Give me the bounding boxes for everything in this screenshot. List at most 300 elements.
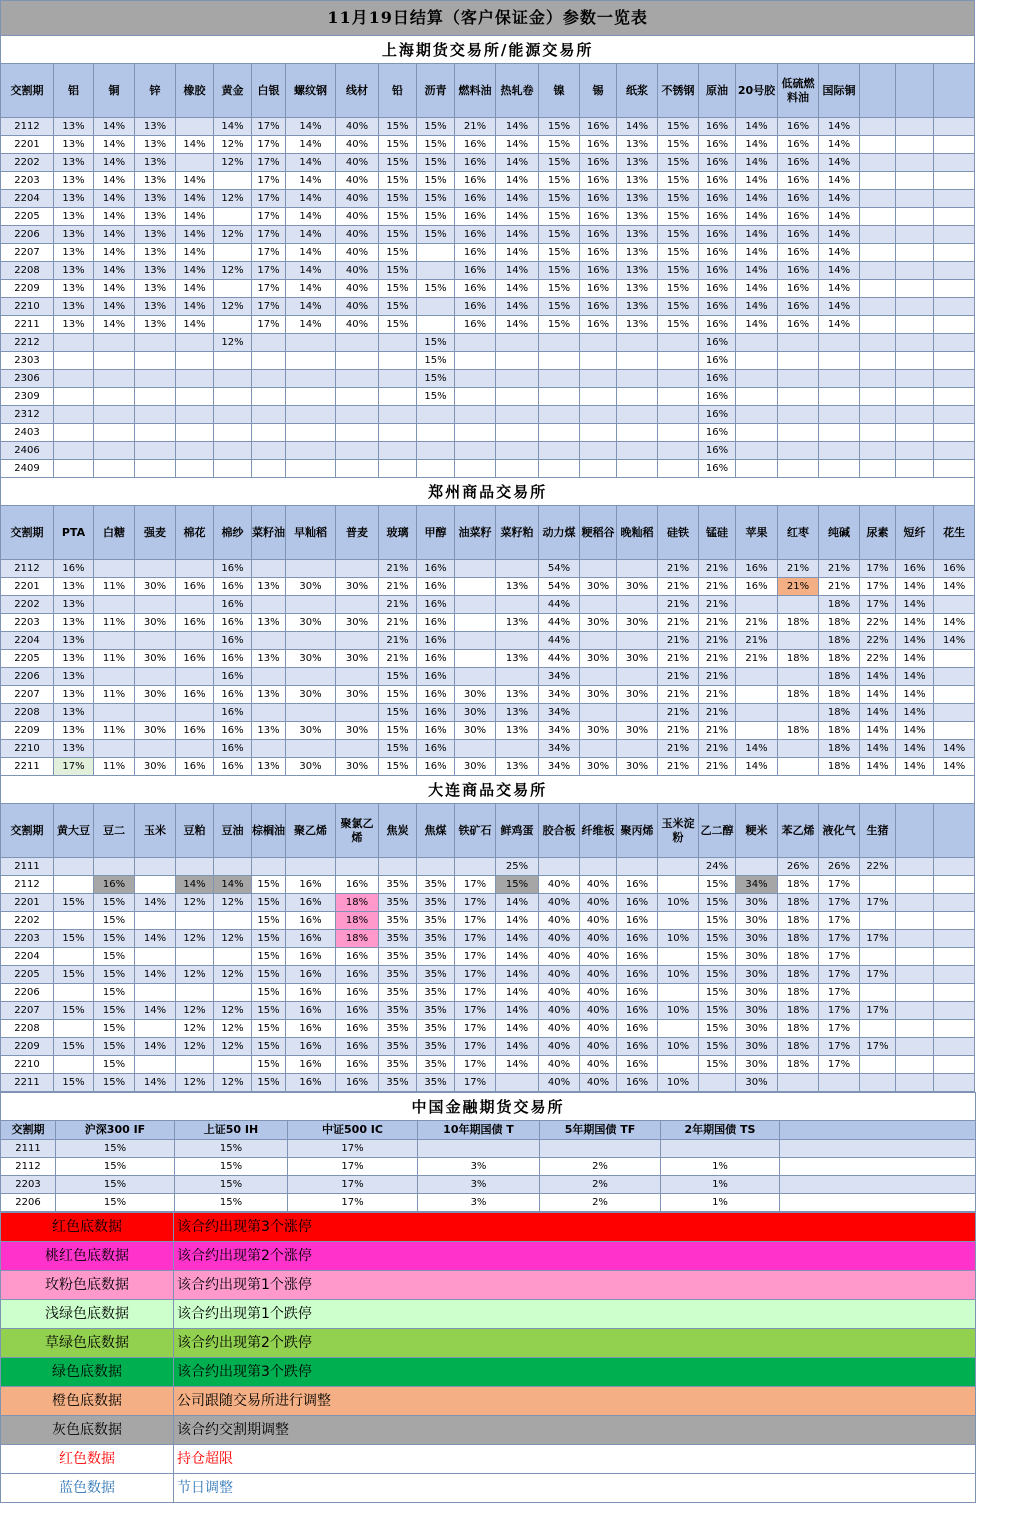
margin-cell: 40%: [580, 1056, 617, 1074]
margin-cell: 15%: [539, 154, 580, 172]
column-header: 白糖: [94, 506, 135, 560]
margin-cell: [286, 424, 336, 442]
margin-cell: 17%: [819, 894, 860, 912]
margin-cell: [379, 442, 417, 460]
legend-row: [1, 1445, 976, 1474]
margin-cell: 18%: [778, 966, 819, 984]
margin-cell: 14%: [736, 262, 778, 280]
margin-cell: [896, 154, 934, 172]
margin-cell: 16%: [778, 172, 819, 190]
margin-cell: 14%: [736, 118, 778, 136]
column-header: 豆粕: [176, 804, 214, 858]
margin-cell: 14%: [819, 280, 860, 298]
margin-cell: 14%: [176, 172, 214, 190]
margin-cell: 13%: [135, 244, 176, 262]
margin-cell: 17%: [819, 984, 860, 1002]
margin-cell: 1%: [661, 1194, 780, 1212]
margin-cell: [94, 352, 135, 370]
margin-cell: [135, 596, 176, 614]
margin-cell: 17%: [455, 948, 496, 966]
column-header: [934, 64, 975, 118]
delivery-period-cell: 2207: [1, 686, 54, 704]
margin-cell: 18%: [819, 650, 860, 668]
delivery-period-cell: 2209: [1, 722, 54, 740]
delivery-period-cell: 2203: [1, 172, 54, 190]
margin-cell: 40%: [539, 912, 580, 930]
table-row: [1, 154, 975, 172]
margin-cell: 17%: [819, 1038, 860, 1056]
margin-cell: 13%: [54, 244, 94, 262]
table-row: [1, 758, 975, 776]
margin-cell: [580, 370, 617, 388]
margin-cell: 16%: [176, 722, 214, 740]
margin-cell: 11%: [94, 578, 135, 596]
margin-cell: 16%: [778, 226, 819, 244]
margin-cell: [336, 388, 379, 406]
table-row: [1, 388, 975, 406]
legend-label: 灰色底数据: [1, 1416, 174, 1445]
margin-cell: 16%: [580, 298, 617, 316]
margin-cell: [455, 650, 496, 668]
column-header: 镍: [539, 64, 580, 118]
legend-row: [1, 1329, 976, 1358]
margin-cell: 15%: [699, 948, 736, 966]
margin-cell: 17%: [860, 894, 896, 912]
margin-cell: [176, 406, 214, 424]
delivery-period-cell: 2205: [1, 650, 54, 668]
margin-cell: [934, 686, 975, 704]
margin-cell: 15%: [379, 668, 417, 686]
margin-cell: [135, 370, 176, 388]
margin-cell: [94, 442, 135, 460]
margin-cell: 13%: [617, 262, 658, 280]
margin-cell: 16%: [580, 172, 617, 190]
margin-cell: 18%: [778, 984, 819, 1002]
margin-cell: [860, 1020, 896, 1038]
margin-cell: 14%: [860, 686, 896, 704]
margin-cell: 14%: [896, 686, 934, 704]
legend-description: 该合约出现第3个涨停: [174, 1213, 976, 1242]
margin-cell: [736, 596, 778, 614]
margin-cell: 14%: [819, 154, 860, 172]
delivery-period-cell: 2203: [1, 614, 54, 632]
table-row: [1, 1176, 976, 1194]
margin-cell: 15%: [699, 1056, 736, 1074]
margin-cell: 11%: [94, 614, 135, 632]
table-row: [1, 118, 975, 136]
margin-cell: 15%: [252, 1002, 286, 1020]
margin-cell: [934, 1020, 975, 1038]
table-row: [1, 740, 975, 758]
margin-cell: 16%: [617, 1056, 658, 1074]
legend-label: 红色数据: [1, 1445, 174, 1474]
margin-cell: 21%: [379, 596, 417, 614]
margin-cell: [778, 1074, 819, 1092]
margin-cell: 14%: [94, 190, 135, 208]
margin-cell: 40%: [539, 948, 580, 966]
margin-cell: 12%: [214, 136, 252, 154]
margin-cell: 14%: [176, 136, 214, 154]
margin-cell: [617, 560, 658, 578]
margin-cell: 14%: [176, 190, 214, 208]
margin-cell: 34%: [539, 686, 580, 704]
column-header: 燃料油: [455, 64, 496, 118]
margin-cell: 17%: [252, 226, 286, 244]
margin-cell: 13%: [617, 208, 658, 226]
margin-cell: 35%: [417, 966, 455, 984]
margin-cell: 14%: [496, 1002, 539, 1020]
margin-cell: 10%: [658, 1074, 699, 1092]
delivery-period-cell: 2206: [1, 668, 54, 686]
margin-cell: 18%: [336, 912, 379, 930]
margin-cell: [286, 406, 336, 424]
margin-cell: 16%: [455, 316, 496, 334]
margin-cell: 17%: [252, 118, 286, 136]
margin-cell: 16%: [417, 596, 455, 614]
margin-cell: [896, 1056, 934, 1074]
margin-cell: 35%: [417, 1074, 455, 1092]
margin-cell: 15%: [379, 280, 417, 298]
margin-cell: 15%: [56, 1158, 175, 1176]
margin-cell: [539, 334, 580, 352]
margin-cell: 14%: [94, 226, 135, 244]
margin-cell: 15%: [699, 1038, 736, 1056]
margin-cell: 15%: [539, 244, 580, 262]
margin-cell: [896, 406, 934, 424]
margin-cell: 16%: [617, 948, 658, 966]
margin-cell: [736, 388, 778, 406]
column-header: 2年期国债 TS: [661, 1121, 780, 1140]
margin-cell: [580, 460, 617, 478]
delivery-period-cell: 2409: [1, 460, 54, 478]
table-row: [1, 858, 975, 876]
margin-cell: [658, 858, 699, 876]
margin-cell: 16%: [736, 560, 778, 578]
margin-cell: 35%: [379, 1074, 417, 1092]
margin-cell: 21%: [699, 722, 736, 740]
margin-cell: [617, 460, 658, 478]
margin-cell: [896, 460, 934, 478]
margin-cell: 13%: [54, 686, 94, 704]
margin-cell: [214, 424, 252, 442]
margin-cell: 14%: [896, 650, 934, 668]
margin-cell: [135, 668, 176, 686]
margin-cell: 13%: [135, 262, 176, 280]
legend-description: 持仓超限: [174, 1445, 976, 1474]
margin-cell: [135, 460, 176, 478]
margin-cell: 12%: [214, 226, 252, 244]
margin-cell: 16%: [336, 1020, 379, 1038]
margin-cell: [336, 370, 379, 388]
margin-cell: 15%: [417, 136, 455, 154]
margin-cell: 14%: [736, 226, 778, 244]
margin-cell: [819, 370, 860, 388]
legend-row: [1, 1213, 976, 1242]
margin-cell: 18%: [778, 912, 819, 930]
margin-cell: [934, 948, 975, 966]
margin-cell: 14%: [860, 722, 896, 740]
table-row: [1, 280, 975, 298]
table-row: [1, 704, 975, 722]
margin-cell: 16%: [699, 352, 736, 370]
delivery-period-cell: 2111: [1, 858, 54, 876]
margin-cell: 22%: [860, 614, 896, 632]
margin-cell: [94, 740, 135, 758]
margin-cell: 14%: [736, 154, 778, 172]
column-header: 苹果: [736, 506, 778, 560]
margin-cell: 16%: [176, 614, 214, 632]
margin-cell: 16%: [286, 894, 336, 912]
column-header: [934, 804, 975, 858]
table-row: [1, 136, 975, 154]
margin-cell: [54, 1056, 94, 1074]
margin-cell: [54, 424, 94, 442]
margin-cell: [860, 280, 896, 298]
margin-cell: 14%: [896, 578, 934, 596]
margin-cell: 18%: [778, 1038, 819, 1056]
margin-cell: [135, 858, 176, 876]
margin-cell: [455, 858, 496, 876]
margin-cell: 35%: [379, 966, 417, 984]
table-row: [1, 1020, 975, 1038]
margin-cell: [778, 334, 819, 352]
margin-cell: 14%: [934, 740, 975, 758]
margin-cell: [580, 740, 617, 758]
margin-cell: [252, 442, 286, 460]
margin-cell: 15%: [54, 1038, 94, 1056]
column-header: 螺纹钢: [286, 64, 336, 118]
delivery-period-cell: 2208: [1, 262, 54, 280]
margin-cell: 16%: [214, 758, 252, 776]
margin-cell: 13%: [252, 686, 286, 704]
margin-cell: 17%: [455, 912, 496, 930]
margin-cell: 17%: [288, 1140, 418, 1158]
margin-cell: 22%: [860, 650, 896, 668]
margin-cell: [896, 370, 934, 388]
margin-cell: 35%: [417, 876, 455, 894]
margin-cell: [736, 442, 778, 460]
margin-cell: [336, 596, 379, 614]
margin-cell: [778, 370, 819, 388]
margin-cell: 14%: [94, 244, 135, 262]
margin-cell: 13%: [496, 614, 539, 632]
margin-cell: 30%: [736, 912, 778, 930]
legend-row: [1, 1242, 976, 1271]
table-row: [1, 298, 975, 316]
table-row: [1, 226, 975, 244]
margin-cell: [94, 632, 135, 650]
margin-cell: [455, 614, 496, 632]
margin-cell: [214, 172, 252, 190]
margin-cell: [54, 406, 94, 424]
delivery-period-cell: 2210: [1, 740, 54, 758]
margin-cell: 12%: [176, 894, 214, 912]
margin-cell: 13%: [54, 280, 94, 298]
margin-cell: [860, 406, 896, 424]
margin-cell: [539, 424, 580, 442]
margin-cell: [896, 442, 934, 460]
margin-cell: [617, 858, 658, 876]
margin-cell: 18%: [819, 614, 860, 632]
margin-cell: 16%: [455, 262, 496, 280]
margin-cell: 17%: [860, 596, 896, 614]
delivery-period-cell: 2209: [1, 280, 54, 298]
margin-cell: [176, 388, 214, 406]
margin-cell: [54, 984, 94, 1002]
margin-cell: [496, 406, 539, 424]
legend-description: 该合约出现第2个涨停: [174, 1242, 976, 1271]
margin-cell: [658, 370, 699, 388]
margin-cell: 16%: [214, 686, 252, 704]
margin-cell: [176, 596, 214, 614]
margin-cell: 16%: [699, 370, 736, 388]
margin-cell: [778, 758, 819, 776]
margin-cell: [778, 596, 819, 614]
margin-cell: 14%: [736, 172, 778, 190]
margin-cell: 16%: [617, 876, 658, 894]
margin-cell: 15%: [94, 948, 135, 966]
margin-cell: 13%: [617, 298, 658, 316]
margin-cell: 40%: [539, 984, 580, 1002]
margin-cell: [135, 388, 176, 406]
margin-cell: 12%: [214, 1002, 252, 1020]
margin-cell: 18%: [778, 948, 819, 966]
delivery-period-cell: 2203: [1, 1176, 56, 1194]
margin-cell: [736, 352, 778, 370]
margin-cell: 14%: [286, 118, 336, 136]
margin-cell: 16%: [699, 244, 736, 262]
margin-cell: [94, 370, 135, 388]
margin-cell: [379, 858, 417, 876]
margin-cell: 21%: [658, 632, 699, 650]
margin-cell: [819, 334, 860, 352]
column-header: 聚乙烯: [286, 804, 336, 858]
margin-cell: 15%: [54, 1002, 94, 1020]
margin-cell: 16%: [580, 190, 617, 208]
margin-cell: 15%: [417, 370, 455, 388]
margin-cell: 15%: [54, 1074, 94, 1092]
margin-cell: [736, 460, 778, 478]
margin-cell: 15%: [56, 1194, 175, 1212]
margin-cell: [780, 1194, 976, 1212]
margin-cell: 12%: [176, 930, 214, 948]
margin-cell: 15%: [56, 1140, 175, 1158]
margin-cell: [860, 136, 896, 154]
margin-cell: 15%: [252, 912, 286, 930]
margin-cell: 14%: [736, 740, 778, 758]
margin-cell: 17%: [455, 894, 496, 912]
margin-cell: 13%: [252, 578, 286, 596]
margin-cell: [176, 912, 214, 930]
margin-cell: [934, 316, 975, 334]
margin-cell: 13%: [135, 190, 176, 208]
margin-cell: [661, 1140, 780, 1158]
margin-cell: 14%: [496, 894, 539, 912]
margin-cell: [580, 560, 617, 578]
margin-cell: [252, 460, 286, 478]
margin-cell: 15%: [417, 388, 455, 406]
legend-row: [1, 1358, 976, 1387]
margin-cell: 15%: [539, 280, 580, 298]
margin-cell: 16%: [699, 424, 736, 442]
margin-cell: 17%: [860, 1002, 896, 1020]
column-header: 花生: [934, 506, 975, 560]
margin-cell: [94, 460, 135, 478]
legend-label: 红色底数据: [1, 1213, 174, 1242]
legend-description: 节日调整: [174, 1474, 976, 1503]
column-header: 晚籼稻: [617, 506, 658, 560]
margin-cell: 21%: [736, 650, 778, 668]
column-header: 棉纱: [214, 506, 252, 560]
margin-cell: 21%: [699, 596, 736, 614]
margin-cell: [252, 388, 286, 406]
margin-cell: [455, 388, 496, 406]
margin-cell: 40%: [539, 894, 580, 912]
margin-cell: 13%: [54, 316, 94, 334]
margin-cell: 18%: [819, 740, 860, 758]
margin-cell: 15%: [658, 190, 699, 208]
margin-cell: 14%: [819, 136, 860, 154]
margin-cell: 21%: [658, 596, 699, 614]
table-row: [1, 172, 975, 190]
margin-cell: 16%: [778, 298, 819, 316]
legend-label: 绿色底数据: [1, 1358, 174, 1387]
margin-cell: 1%: [661, 1158, 780, 1176]
section-header-row: [1, 804, 975, 858]
margin-cell: [934, 370, 975, 388]
margin-cell: 15%: [252, 1074, 286, 1092]
margin-cell: [135, 876, 176, 894]
column-header: 橡胶: [176, 64, 214, 118]
margin-cell: 14%: [496, 190, 539, 208]
margin-cell: 21%: [658, 686, 699, 704]
margin-cell: 15%: [379, 722, 417, 740]
margin-cell: 14%: [94, 136, 135, 154]
margin-cell: 16%: [286, 912, 336, 930]
margin-cell: 18%: [778, 876, 819, 894]
margin-cell: 15%: [54, 930, 94, 948]
margin-cell: 30%: [455, 704, 496, 722]
margin-cell: 30%: [336, 650, 379, 668]
margin-cell: 15%: [539, 298, 580, 316]
margin-cell: 14%: [286, 136, 336, 154]
margin-cell: 16%: [699, 154, 736, 172]
column-header: 焦煤: [417, 804, 455, 858]
margin-cell: 16%: [699, 460, 736, 478]
table-row: [1, 930, 975, 948]
margin-cell: 16%: [455, 226, 496, 244]
margin-cell: 14%: [286, 208, 336, 226]
margin-cell: 21%: [455, 118, 496, 136]
margin-cell: [252, 596, 286, 614]
margin-cell: 17%: [455, 1056, 496, 1074]
margin-cell: 10%: [658, 894, 699, 912]
margin-cell: 16%: [286, 966, 336, 984]
margin-cell: 35%: [379, 930, 417, 948]
legend-description: 该合约交割期调整: [174, 1416, 976, 1445]
margin-cell: 17%: [860, 966, 896, 984]
margin-cell: 14%: [176, 244, 214, 262]
column-header: 玻璃: [379, 506, 417, 560]
margin-cell: 30%: [617, 614, 658, 632]
margin-cell: [934, 406, 975, 424]
margin-cell: 34%: [539, 758, 580, 776]
margin-cell: 15%: [252, 894, 286, 912]
margin-cell: 17%: [252, 298, 286, 316]
margin-cell: 13%: [135, 226, 176, 244]
margin-cell: 22%: [860, 632, 896, 650]
margin-cell: [135, 704, 176, 722]
